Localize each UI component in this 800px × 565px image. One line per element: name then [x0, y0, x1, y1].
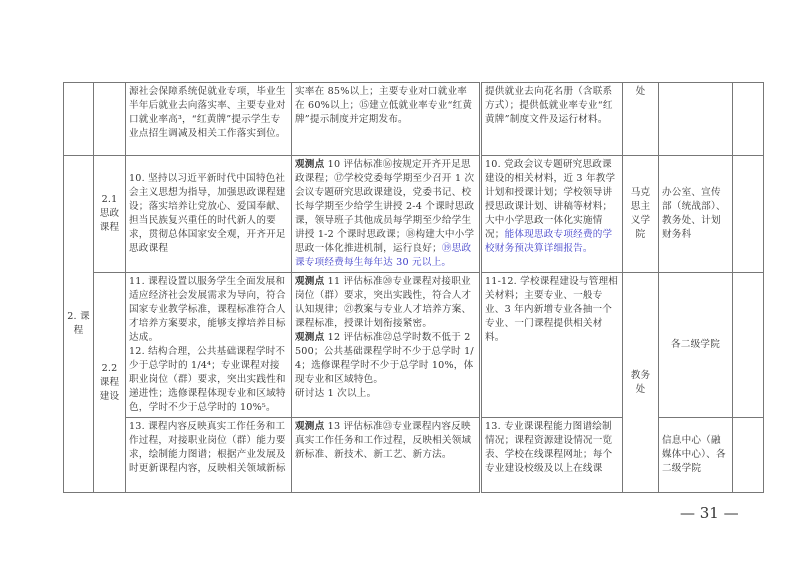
content-cell: 11. 课程设置以服务学生全面发展和适应经济社会发展需求为导向，符合国家专业教学标准，课程标准符合人才培养方案要求，能够支撑培养目标达成。 12. 结构合理，公共基础课程学时不少于总学时的 1/4⁴；专业课程对接职业岗位（群）要求，突出实践性和递进性；选修课程体现专业和区域特色，学时不少于总学时的 10%⁵。 [126, 273, 292, 418]
criteria-cell: 实率在 85%以上；主要专业对口就业率在 60%以上；⑮建立低就业率专业“红黄牌”提示制度并定期发布。 [292, 83, 481, 156]
subsection-cell: 2.2 课程建设 [94, 273, 126, 493]
highlight-text: 能体现思政专项经费的学校财务预决算详细报告。 [485, 229, 613, 254]
materials-cell: 提供就业去向花名册（含联系方式）；提供低就业率专业“红黄牌”制度文件及运行材料。 [481, 83, 623, 156]
content-cell: 10. 坚持以习近平新时代中国特色社会主义思想为指导，加强思政课程建设；落实培养让党放心、爱国奉献、担当民族复兴重任的时代新人的要求，贯彻总体国家安全观，开齐开足思政课程 [126, 156, 292, 273]
table-row [64, 156, 764, 273]
support-dept-cell: 信息中心（融媒体中心）、各二级学院 [659, 418, 733, 493]
criteria-cell: 观测点 10 评估标准⑯按规定开齐开足思政课程；⑰学校党委每学期至少召开 1 次会议专题研究思政课建设，党委书记、校长每学期至少给学生讲授 2-4 个课时思政课，领导班子其他成员每学期至少给学生讲授 1-2 个课时思政课；⑱构建大中小学思政一体化推进机制，运行良好；⑲思政课专项经费每生每年达 30 元以上。 [292, 156, 481, 273]
page-number: — 31 — [680, 504, 739, 522]
content-cell: 13. 课程内容反映真实工作任务和工作过程，对接职业岗位（群）能力要求，绘制能力图谱；根据产业发展及时更新课程内容，反映相关领域新标 [126, 418, 292, 493]
materials-cell: 11-12. 学校课程建设与管理相关材料；主要专业、一般专业、3 年内新增专业各抽一个专业、一门课程提供相关材料。 [481, 273, 623, 418]
subsection-cell: 2.1 思政课程 [94, 156, 126, 273]
lead-dept-cell: 教务处 [623, 273, 659, 493]
observation-label: 观测点 [295, 159, 325, 170]
table-row [64, 273, 764, 418]
materials-cell: 13. 专业课课程能力图谱绘制情况；课程资源建设情况一览表、学校在线课程网址；每个专业建设校级及以上在线课 [481, 418, 623, 493]
highlight-text: ⑲思政课专项经费每生每年达 30 元以上。 [295, 243, 472, 268]
support-dept-cell: 办公室、宣传部（统战部）、教务处、计划财务科 [659, 156, 733, 273]
table-row [64, 418, 764, 493]
section-cell: 2. 课程 [64, 156, 94, 493]
criteria-cell: 观测点 11 评估标准⑳专业课程对接职业岗位（群）要求，突出实践性，符合人才认知规律；㉑教案与专业人才培养方案、课程标准，授课计划衔接紧密。 观测点 12 评估标准㉒总学时数不低于 2500；公共基础课程学时不少于总学时 1/4；选修课程学时不少于总学时 10%，体现专业和区域特色。 研讨达 1 次以上。 [292, 273, 481, 418]
lead-dept-cell: 马克思主义学院 [623, 156, 659, 273]
materials-cell: 10. 党政会议专题研究思政课建设的相关材料，近 3 年教学计划和授课计划；学校领导讲授思政课计划、讲稿等材料；大中小学思政一体化实施情况；能体现思政专项经费的学校财务预决算详细报告。 [481, 156, 623, 273]
table-row [64, 83, 764, 156]
evaluation-table [63, 82, 764, 493]
criteria-cell: 观测点 13 评估标准㉓专业课程内容反映真实工作任务和工作过程，反映相关领域新标准、新技术、新工艺、新方法。 [292, 418, 481, 493]
support-dept-cell: 各二级学院 [659, 273, 733, 418]
content-cell: 源社会保障系统促就业专项，毕业生半年后就业去向落实率、主要专业对口就业率高³，“红黄牌”提示学生专业点招生调减及相关工作落实到位。 [126, 83, 292, 156]
page-body [63, 82, 763, 523]
lead-dept-cell: 处 [623, 83, 659, 156]
